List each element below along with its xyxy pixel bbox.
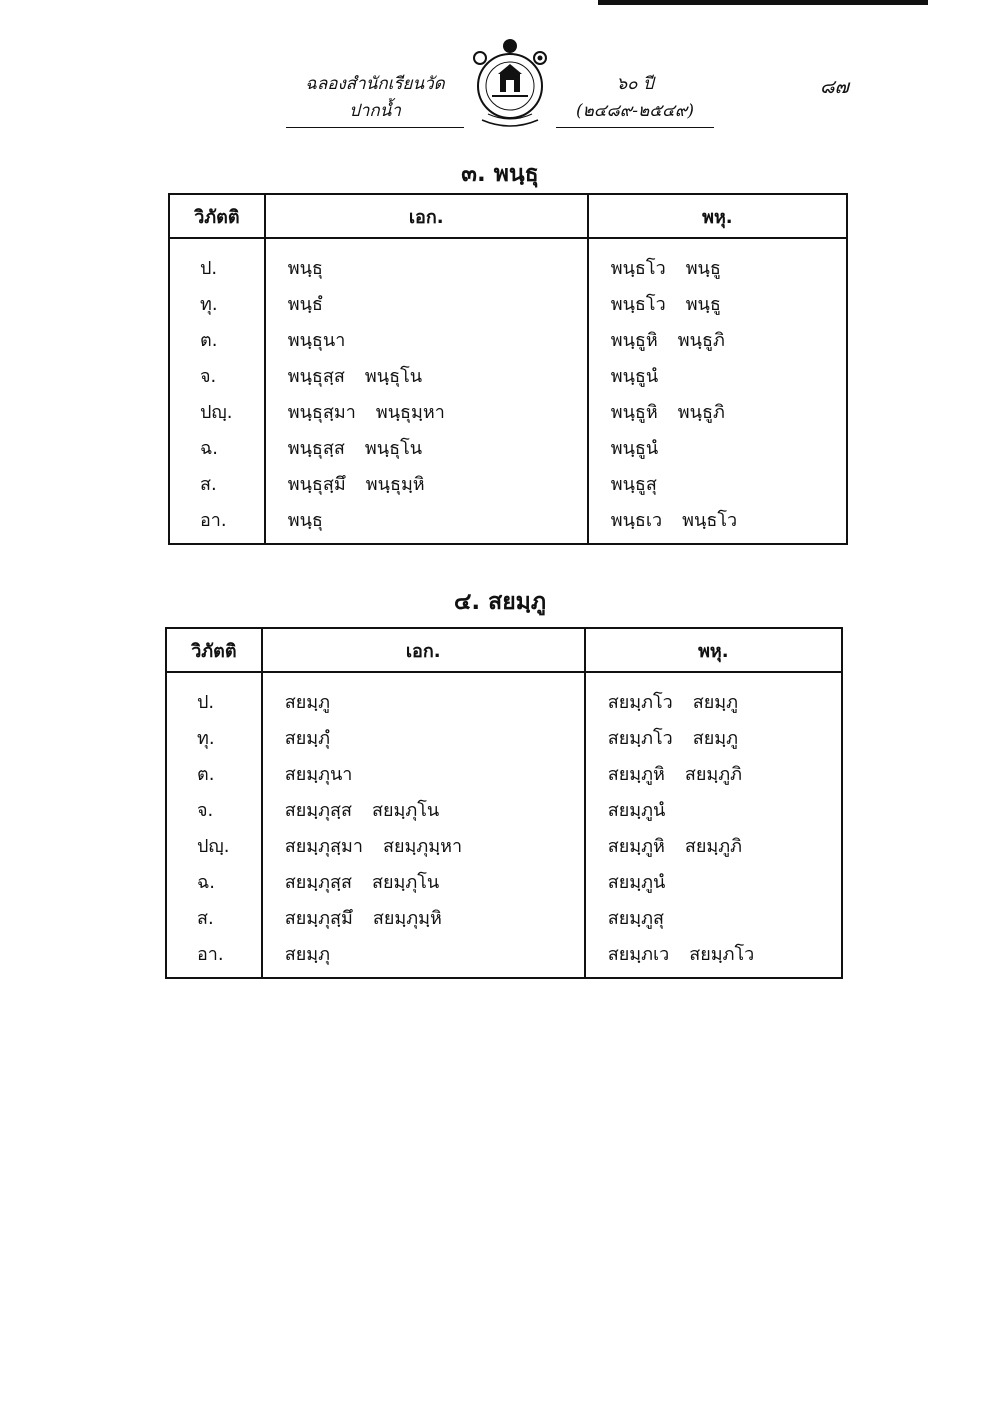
word-form: พนฺธุโน: [364, 365, 423, 387]
singular-cell: [265, 238, 588, 285]
word-form: สยมฺภุสฺมา: [284, 835, 363, 857]
table-row: [169, 285, 847, 321]
word-form: สยมฺภุํ: [284, 727, 330, 749]
word-form: พนฺธูนํ: [610, 437, 659, 459]
vibhatti-cell: ทุ.: [166, 719, 262, 755]
word-form: สยมฺภุโน: [371, 871, 440, 893]
plural-cell: [588, 429, 847, 465]
word-form: สยมฺภู: [692, 727, 739, 749]
vibhatti-cell: ส.: [169, 465, 265, 501]
word-form: สยมฺภูภิ: [684, 763, 742, 785]
word-form: พนฺธูภิ: [677, 329, 725, 351]
table-row: [166, 863, 842, 899]
vibhatti-cell: อา.: [166, 935, 262, 978]
plural-cell: [585, 935, 842, 978]
plural-cell: [588, 393, 847, 429]
vibhatti-cell: ฉ.: [169, 429, 265, 465]
word-form: สยมฺภุมฺหา: [382, 835, 463, 857]
word-form: สยมฺภุสฺส: [284, 871, 352, 893]
column-header-vibhatti: วิภัตติ: [166, 628, 262, 672]
table-row: [166, 935, 842, 978]
temple-seal-emblem: [462, 36, 558, 132]
word-form: พนฺธเว: [610, 509, 663, 531]
word-form: สยมฺภู: [692, 691, 739, 713]
singular-cell: [265, 429, 588, 465]
plural-cell: [588, 357, 847, 393]
word-form: พนฺธุมฺหา: [375, 401, 445, 423]
word-form: สยมฺภุสฺส: [284, 799, 352, 821]
word-form: พนฺธุสฺส: [287, 365, 345, 387]
singular-cell: [265, 501, 588, 544]
word-form: พนฺธุโน: [364, 437, 423, 459]
table-header-row: [166, 628, 842, 672]
page-number: ๘๗: [820, 76, 849, 98]
top-edge-bar: [598, 0, 928, 5]
vibhatti-cell: ปญฺ.: [166, 827, 262, 863]
word-form: พนฺธูภิ: [677, 401, 725, 423]
plural-cell: [585, 827, 842, 863]
word-form: พนฺธุ: [287, 257, 323, 279]
vibhatti-cell: ต.: [166, 755, 262, 791]
table-row: [166, 719, 842, 755]
singular-cell: [262, 672, 585, 719]
singular-cell: [265, 393, 588, 429]
header-title-left: ฉลองสำนักเรียนวัดปากน้ำ: [286, 70, 464, 128]
word-form: พนฺธุสฺมึ: [287, 473, 346, 495]
plural-cell: [585, 719, 842, 755]
word-form: สยมฺภุมฺหิ: [372, 907, 442, 929]
singular-cell: [262, 791, 585, 827]
vibhatti-cell: ต.: [169, 321, 265, 357]
plural-cell: [585, 791, 842, 827]
singular-cell: [262, 827, 585, 863]
singular-cell: [262, 935, 585, 978]
word-form: สยมฺภูสุ: [607, 907, 664, 929]
vibhatti-cell: ฉ.: [166, 863, 262, 899]
table-row: [166, 791, 842, 827]
plural-cell: [588, 465, 847, 501]
column-header-plural: พหุ.: [588, 194, 847, 238]
word-form: สยมฺภโว: [689, 943, 755, 965]
vibhatti-cell: ทุ.: [169, 285, 265, 321]
declension-table-sayambhu: [165, 627, 843, 979]
word-form: พนฺธู: [685, 293, 721, 315]
table-row: [169, 465, 847, 501]
section-title-sayambhu: ๔. สยมฺภู: [454, 589, 546, 615]
word-form: สยมฺภูภิ: [684, 835, 742, 857]
word-form: พนฺธโว: [610, 257, 666, 279]
word-form: พนฺธุนา: [287, 329, 346, 351]
word-form: พนฺธุมฺหิ: [365, 473, 425, 495]
vibhatti-cell: จ.: [166, 791, 262, 827]
singular-cell: [262, 755, 585, 791]
word-form: พนฺธูหิ: [610, 401, 658, 423]
singular-cell: [265, 321, 588, 357]
word-form: พนฺธูสุ: [610, 473, 657, 495]
singular-cell: [265, 285, 588, 321]
singular-cell: [265, 465, 588, 501]
table-header-row: [169, 194, 847, 238]
word-form: สยมฺภเว: [607, 943, 670, 965]
table-row: [169, 238, 847, 285]
plural-cell: [585, 863, 842, 899]
word-form: พนฺธู: [685, 257, 721, 279]
plural-cell: [588, 238, 847, 285]
singular-cell: [265, 357, 588, 393]
singular-cell: [262, 899, 585, 935]
header-title-right: ๖๐ ปี (๒๔๘๙-๒๕๔๙): [556, 70, 714, 128]
word-form: สยมฺภโว: [607, 727, 673, 749]
word-form: สยมฺภุ: [284, 943, 330, 965]
word-form: สยมฺภุโน: [371, 799, 440, 821]
word-form: สยมฺภู: [284, 691, 330, 713]
table-row: [169, 501, 847, 544]
vibhatti-cell: ส.: [166, 899, 262, 935]
plural-cell: [588, 321, 847, 357]
table-row: [169, 357, 847, 393]
column-header-plural: พหุ.: [585, 628, 842, 672]
table-row: [169, 321, 847, 357]
vibhatti-cell: ปญฺ.: [169, 393, 265, 429]
word-form: พนฺธุ: [287, 509, 323, 531]
word-form: สยมฺภุนา: [284, 763, 353, 785]
table-row: [166, 755, 842, 791]
word-form: พนฺธูนํ: [610, 365, 659, 387]
word-form: พนฺธุสฺส: [287, 437, 345, 459]
table-row: [169, 429, 847, 465]
column-header-vibhatti: วิภัตติ: [169, 194, 265, 238]
plural-cell: [585, 899, 842, 935]
singular-cell: [262, 719, 585, 755]
table-row: [169, 393, 847, 429]
plural-cell: [588, 501, 847, 544]
word-form: สยมฺภูหิ: [607, 835, 665, 857]
section-title-pandhu: ๓. พนฺธุ: [461, 161, 539, 187]
table-row: [166, 672, 842, 719]
plural-cell: [588, 285, 847, 321]
declension-table-pandhu: [168, 193, 848, 545]
word-form: สยมฺภูหิ: [607, 763, 665, 785]
word-form: สยมฺภูนํ: [607, 799, 666, 821]
plural-cell: [585, 672, 842, 719]
word-form: สยมฺภุสฺมึ: [284, 907, 353, 929]
column-header-singular: เอก.: [262, 628, 585, 672]
word-form: สยมฺภโว: [607, 691, 673, 713]
vibhatti-cell: จ.: [169, 357, 265, 393]
word-form: พนฺธํ: [287, 293, 323, 315]
column-header-singular: เอก.: [265, 194, 588, 238]
table-row: [166, 827, 842, 863]
vibhatti-cell: ป.: [169, 238, 265, 285]
singular-cell: [262, 863, 585, 899]
word-form: พนฺธูหิ: [610, 329, 658, 351]
word-form: สยมฺภูนํ: [607, 871, 666, 893]
word-form: พนฺธุสฺมา: [287, 401, 356, 423]
vibhatti-cell: อา.: [169, 501, 265, 544]
word-form: พนฺธโว: [610, 293, 666, 315]
table-row: [166, 899, 842, 935]
word-form: พนฺธโว: [682, 509, 738, 531]
plural-cell: [585, 755, 842, 791]
vibhatti-cell: ป.: [166, 672, 262, 719]
